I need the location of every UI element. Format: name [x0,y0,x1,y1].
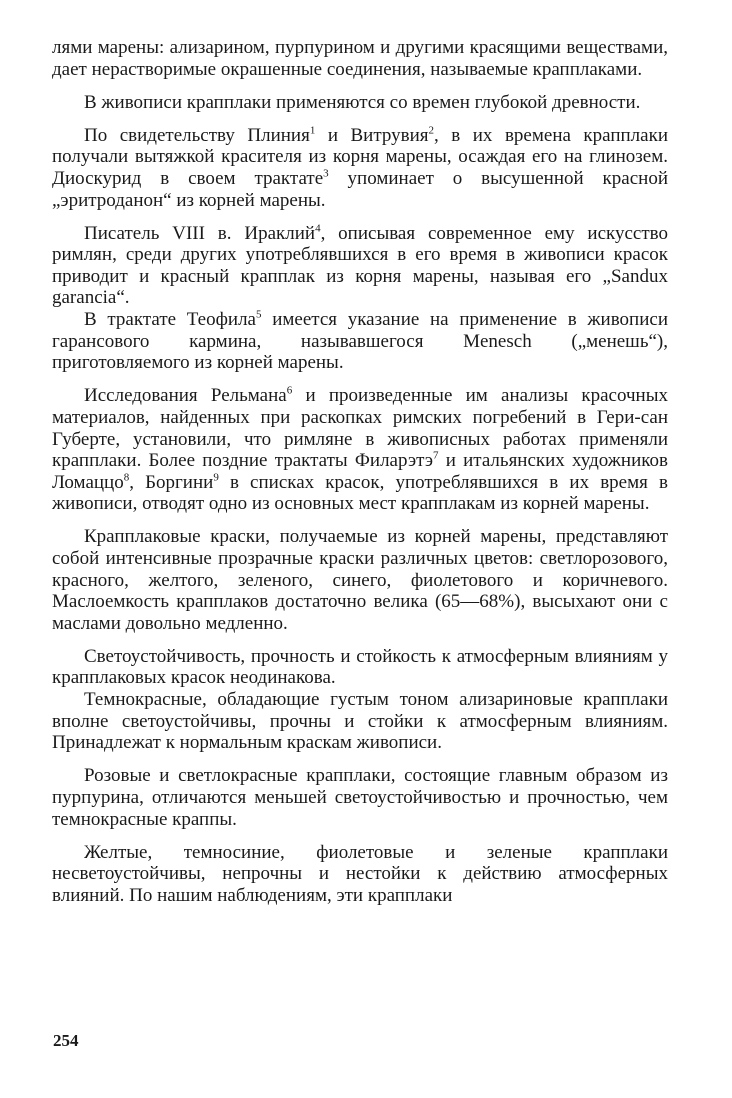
paragraph-relmann-research: Исследования Рельмана$^6$ и произведенные им анализы красочных материалов, найденных при раскопках римских погребений в Гери-сан Губерте, установили, что римляне в живописных работах применяли крапплаки. Более поздние трактаты Филарэтэ$^7$ и итальянских художников Ломаццо$^8$, Боргини$^9$ в списках красок, употреблявшихся в их время в живописи, отводят одно из основных мест крапплакам из корней марены. [52,384,668,515]
footnote-ref-5: 5 [256,308,262,321]
paragraph-theophilus: В трактате Теофила$^5$ имеется указание на применение в живописи гарансового кармина, называвшегося Menesch („менешь“), приготовляемого из корней марены. [52,308,668,374]
paragraph-lightfastness: Светоустойчивость, прочность и стойкость к атмосферным влияниям у крапплаковых красок неодинакова. [52,645,668,689]
footnote-ref-6: 6 [286,384,293,397]
paragraph-ancient-use: В живописи крапплаки применяются со времен глубокой древности. [84,91,641,113]
paragraph-heraclius: Писатель VIII в. Ираклий$^4$, описывая современное ему искусство римлян, среди других употреблявшихся в его время в живописи красок приводит и красный крапплак из корня марены, называя его „Sandux garancia“. [52,222,668,309]
paragraph-pink-lakes: Розовые и светлокрасные крапплаки, состоящие главным образом из пурпурина, отличаются меньшей светоустойчивостью и прочностью, чем темнокрасные краппы. [52,765,668,830]
footnote-ref-7: 7 [433,449,439,462]
footnote-ref-8: 8 [123,471,130,484]
footnote-ref-3: 3 [323,167,329,180]
footnote-ref-1: 1 [309,124,316,137]
paragraph-yellow-blue-lakes: Желтые, темносиние, фиолетовые и зеленые крапплаки несветоустойчивы, непрочны и нестойки к действию атмосферных влияний. По нашим наблюдениям, эти крапплаки [52,841,668,906]
footnote-ref-9: 9 [213,471,219,484]
paragraph-dark-red-lakes: Темнокрасные, обладающие густым тоном ализариновые крапплаки вполне светоустойчивы, прочны и стойки к атмосферным влияниям. Принадлежат к нормальным краскам живописи. [52,689,668,754]
paragraph-madder-lakes-continued: лями марены: ализарином, пурпурином и другими красящими веществами, дает нерастворимые окрашенные соединения, называемые крапплаками. [52,37,668,80]
footnote-ref-4: 4 [315,222,321,235]
footnote-ref-2: 2 [428,124,435,137]
paragraph-pliny-vitruvius: По свидетельству Плиния$^1$ и Витрувия$^2$, в их времена крапплаки получали вытяжкой красителя из корня марены, осаждая его на глинозем. Диоскурид в своем трактате$^3$ упоминает о высушенной красной „эритроданон“ из корней марены. [52,124,668,211]
paragraph-lake-colors: Крапплаковые краски, получаемые из корней марены, представляют собой интенсивные прозрачные краски различных цветов: светлорозового, красного, желтого, зеленого, синего, фиолетового и коричневого. Маслоемкость крапплаков достаточно велика (65—68%), высыхают они с маслами довольно медленно. [52,526,668,634]
page-number: 254 [53,1031,79,1050]
